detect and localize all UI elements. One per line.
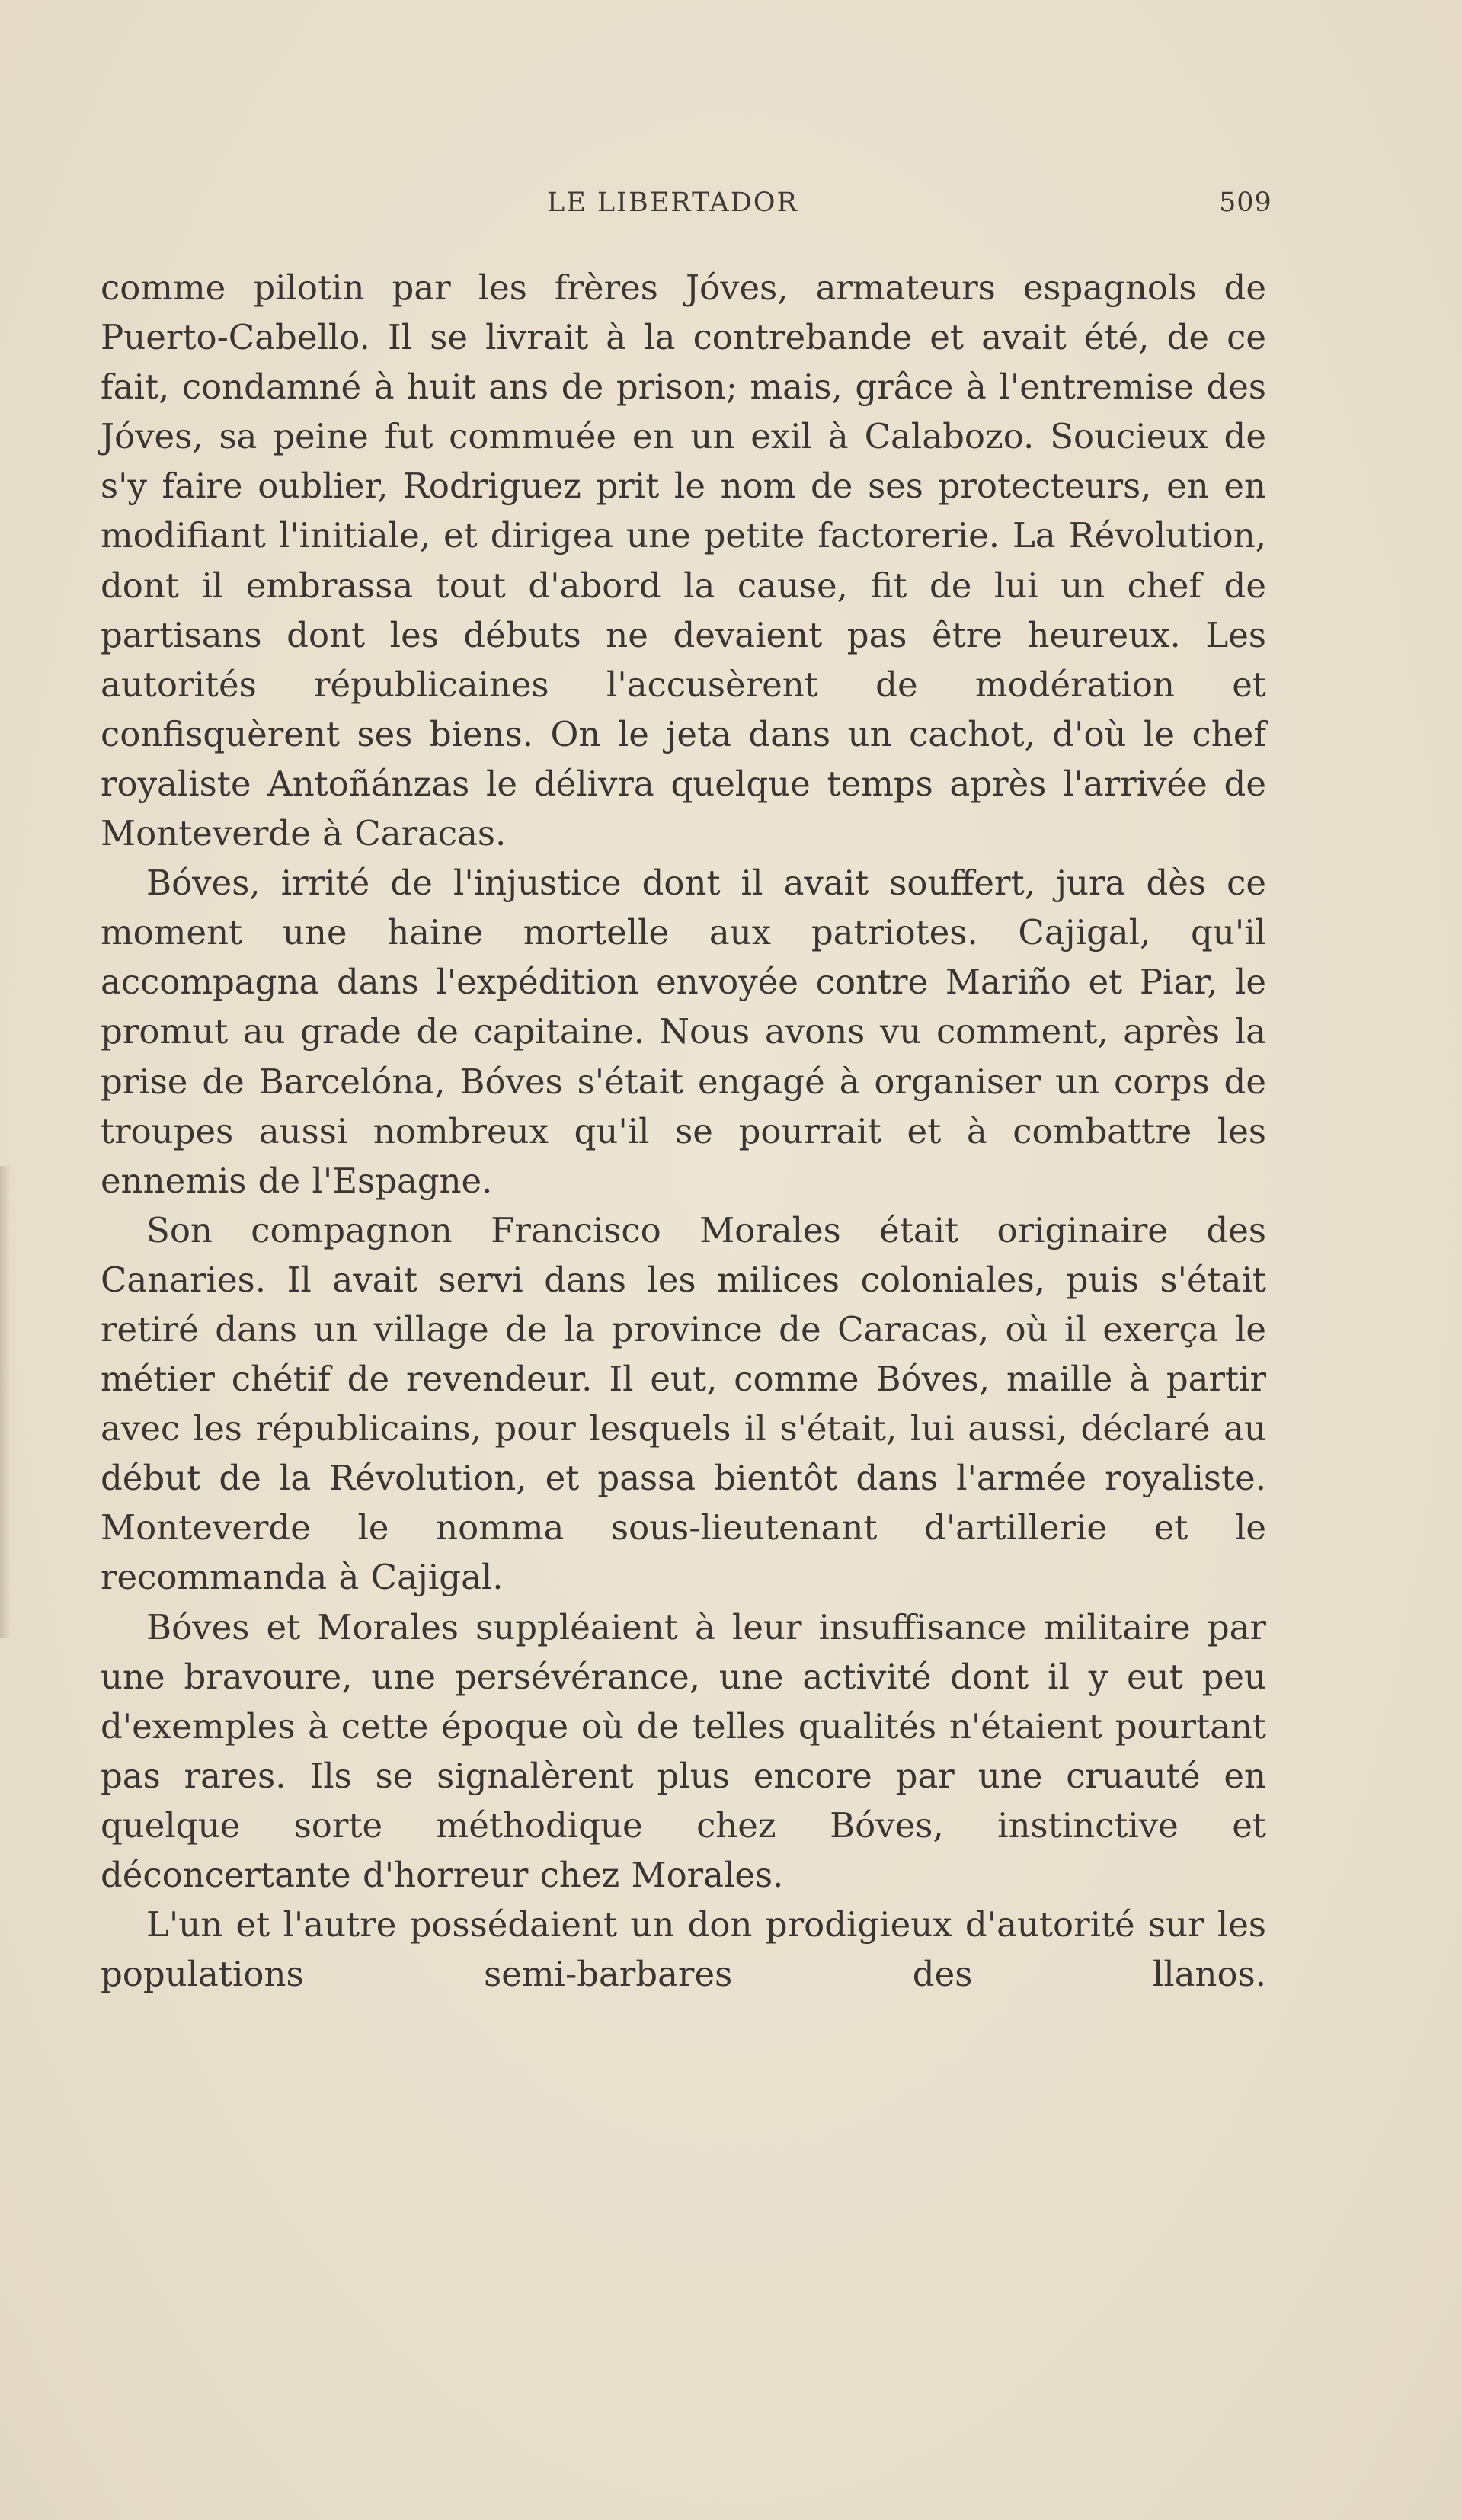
paragraph-5: L'un et l'autre possédaient un don prodigieux d'autorité sur les populations semi-barbares des llanos. [101, 1904, 1266, 1995]
body-text [101, 263, 1266, 1999]
page-edge-shadow [0, 1166, 11, 1638]
paragraph-1: comme pilotin par les frères Jóves, armateurs espagnols de Puerto-Cabello. Il se livrait à la contrebande et avait été, de ce fait, condamné à huit ans de prison; mais, grâce à l'entremise des Jóves, sa peine fut commuée en un exil à Calabozo. Soucieux de s'y faire oublier, Rodriguez prit le nom de ses protecteurs, en en modifiant l'initiale, et dirigea une petite factorerie. La Révolution, dont il embrassa tout d'abord la cause, fit de lui un chef de partisans dont les débuts ne devaient pas être heureux. Les autorités républicaines l'accusèrent de modération et confisquèrent ses biens. On le jeta dans un cachot, d'où le chef royaliste Antoñánzas le délivra quelque temps après l'arrivée de Monteverde à Caracas. [101, 267, 1266, 854]
paragraph-4: Bóves et Morales suppléaient à leur insuffisance militaire par une bravoure, une persévérance, une activité dont il y eut peu d'exemples à cette époque où de telles qualités n'étaient pourtant pas rares. Ils se signalèrent plus encore par une cruauté en quelque sorte méthodique chez Bóves, instinctive et déconcertante d'horreur chez Morales. [101, 1606, 1266, 1895]
paragraph-3: Son compagnon Francisco Morales était originaire des Canaries. Il avait servi dans les milices coloniales, puis s'était retiré dans un village de la province de Caracas, où il exerça le métier chétif de revendeur. Il eut, comme Bóves, maille à partir avec les républicains, pour lesquels il s'était, lui aussi, déclaré au début de la Révolution, et passa bientôt dans l'armée royaliste. Monteverde le nomma sous-lieutenant d'artillerie et le recommanda à Cajigal. [101, 1209, 1266, 1598]
running-head-title: LE LIBERTADOR [547, 187, 798, 218]
running-head [0, 187, 1462, 226]
page-number: 509 [1219, 187, 1272, 218]
paragraph-2: Bóves, irrité de l'injustice dont il avait souffert, jura dès ce moment une haine mortelle aux patriotes. Cajigal, qu'il accompagna dans l'expédition envoyée contre Mariño et Piar, le promut au grade de capitaine. Nous avons vu comment, après la prise de Barcelóna, Bóves s'était engagé à organiser un corps de troupes aussi nombreux qu'il se pourrait et à combattre les ennemis de l'Espagne. [101, 863, 1266, 1201]
